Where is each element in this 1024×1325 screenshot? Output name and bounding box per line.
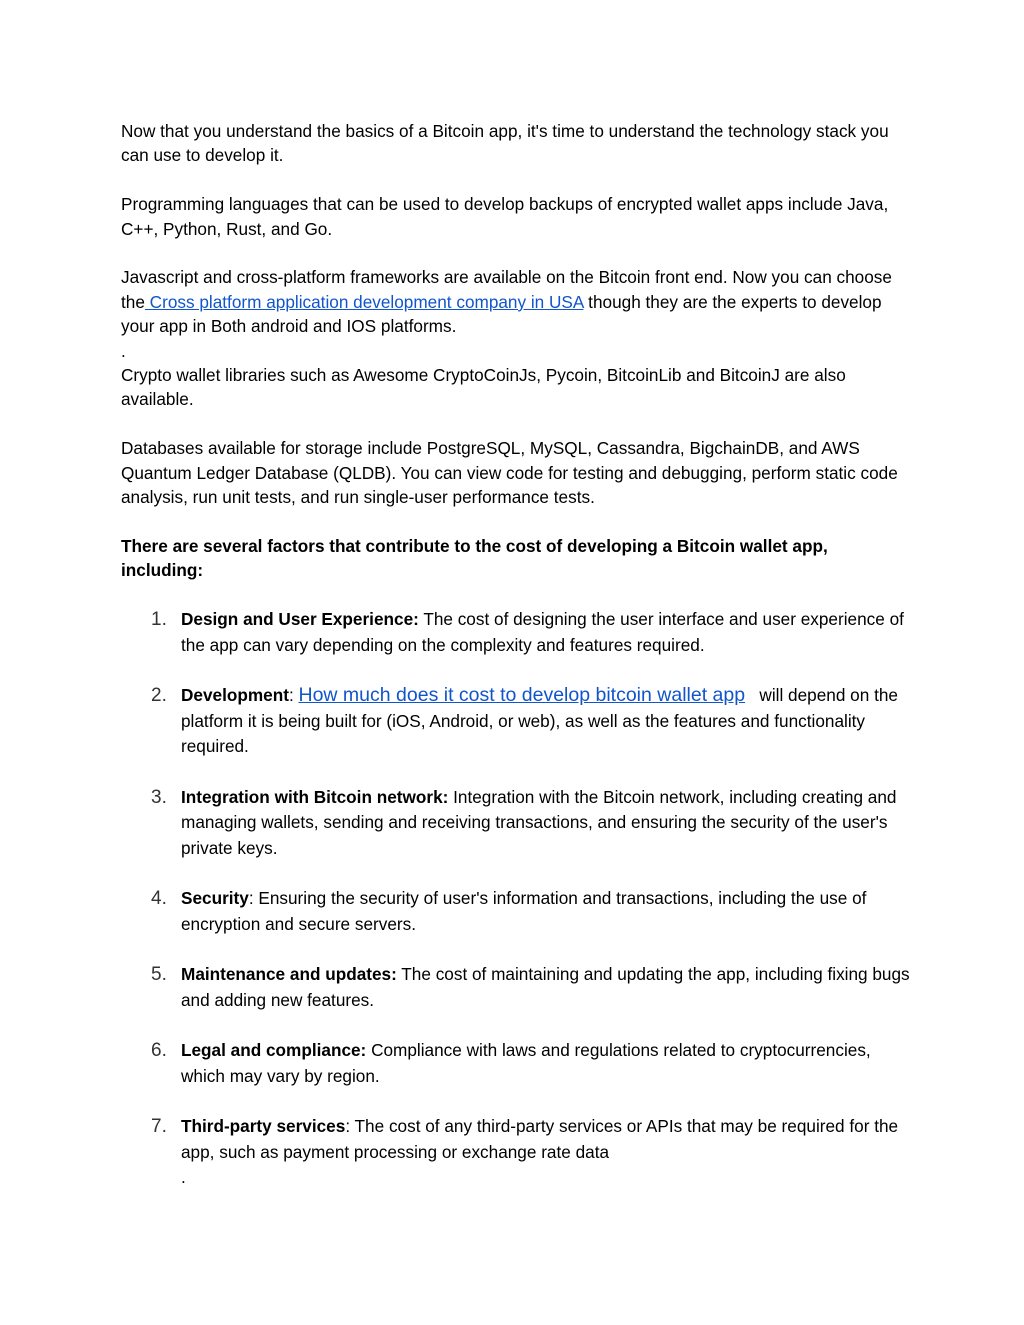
factor-text: The cost of designing the user interface and user experience of the app can vary depending on the complexity and features required. (181, 609, 904, 655)
factor-title: Integration with Bitcoin network: (181, 786, 449, 807)
list-number: 6. (151, 1040, 167, 1062)
list-item (121, 962, 911, 1013)
factor-text: Integration with the Bitcoin network, including creating and managing wallets, sending and receiving transactions, and ensuring the security of the user's private keys. (181, 786, 897, 858)
list-item (121, 607, 911, 658)
frontend-text-before: Javascript and cross-platform frameworks are available on the Bitcoin front end. Now you can choose the (121, 267, 892, 312)
factor-title: Security (181, 888, 249, 909)
factor-text: The cost of maintaining and updating the app, including fixing bugs and adding new features. (181, 964, 910, 1010)
document-page (121, 119, 911, 1216)
list-number: 1. (151, 609, 167, 631)
databases-paragraph: Databases available for storage include PostgreSQL, MySQL, Cassandra, BigchainDB, and AWS Quantum Ledger Database (QLDB). You can view code for testing and debugging, perform static code analysis, run unit tests, and run single-user performance tests. (121, 438, 898, 508)
list-item (121, 1114, 911, 1191)
factor-title: Legal and compliance: (181, 1040, 367, 1061)
list-number: 2. (151, 685, 167, 707)
factor-text: : The cost of any third-party services or APIs that may be required for the app, such as payment processing or exchange rate data (181, 1116, 899, 1162)
trailing-dot: . (181, 1167, 186, 1188)
factor-text: will depend on the platform it is being built for (iOS, Android, or web), as well as the features and functionality required. (181, 685, 903, 757)
list-number: 5. (151, 964, 167, 986)
factor-separator: : (288, 685, 299, 706)
separator-dot: . (121, 340, 126, 361)
factor-text: Compliance with laws and regulations related to cryptocurrencies, which may vary by region. (181, 1040, 871, 1086)
list-number: 3. (151, 786, 167, 808)
list-item (121, 1038, 911, 1089)
list-item (121, 683, 911, 760)
list-number: 4. (151, 888, 167, 910)
cost-factors-list (121, 607, 911, 1191)
libraries-paragraph: Crypto wallet libraries such as Awesome CryptoCoinJs, Pycoin, BitcoinLib and BitcoinJ are also available. (121, 365, 846, 410)
factor-text: : Ensuring the security of user's information and transactions, including the use of encryption and secure servers. (181, 888, 867, 934)
list-item (121, 886, 911, 937)
list-number: 7. (151, 1116, 167, 1138)
factor-title: Development (181, 685, 289, 706)
factor-title: Design and User Experience: (181, 609, 419, 630)
wallet-cost-link[interactable]: How much does it cost to develop bitcoin wallet app (298, 684, 746, 707)
list-item (121, 785, 911, 862)
intro-paragraph: Now that you understand the basics of a Bitcoin app, it's time to understand the technology stack you can use to develop it. (121, 121, 889, 166)
cost-factors-heading: There are several factors that contribute to the cost of developing a Bitcoin wallet app, including: (121, 535, 828, 581)
factor-title: Third-party services (181, 1116, 346, 1137)
frontend-paragraph (121, 265, 911, 338)
cross-platform-company-link[interactable]: Cross platform application development company in USA (144, 291, 584, 312)
frontend-text-after: though they are the experts to develop your app in Both android and IOS platforms. (121, 291, 882, 337)
factor-title: Maintenance and updates: (181, 964, 397, 985)
languages-paragraph: Programming languages that can be used to develop backups of encrypted wallet apps include Java, C++, Python, Rust, and Go. (121, 194, 889, 239)
